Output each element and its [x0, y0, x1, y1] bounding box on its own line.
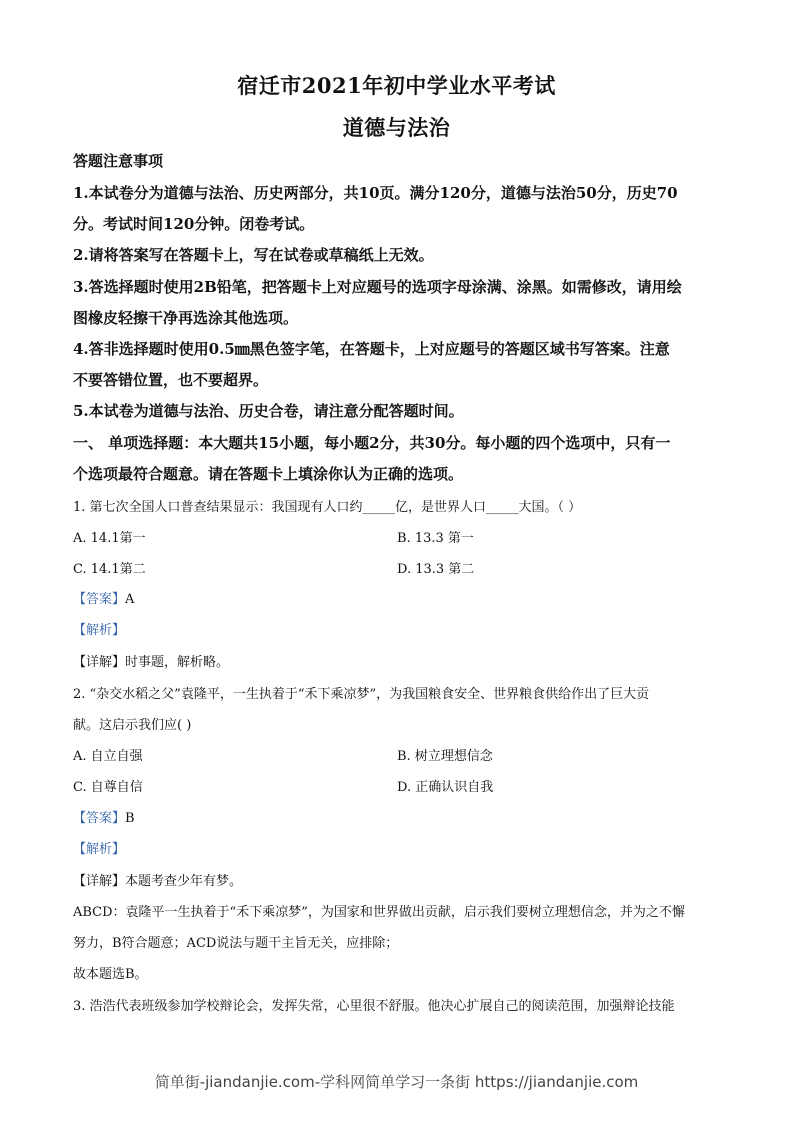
q2-option-a: A. 自立自强	[73, 749, 143, 764]
answer-tag: 【答案】	[73, 592, 126, 607]
detail-text: 时事题，解析略。	[125, 655, 230, 670]
question-3-stem: 3. 浩浩代表班级参加学校辩论会，发挥失常，心里很不舒服。他决心扩展自己的阅读范围，加强辩论技能	[73, 999, 675, 1014]
detail-tag: 【详解】	[73, 655, 126, 670]
notice-line: 不要答错位置，也不要超界。	[73, 371, 269, 389]
q2-option-c: C. 自尊自信	[73, 780, 143, 795]
notice-line: 3.答选择题时使用2B铅笔，把答题卡上对应题号的选项字母涂满、涂黑。如需修改，请用绘	[73, 278, 682, 296]
notice-line: 5.本试卷为道德与法治、历史合卷，请注意分配答题时间。	[73, 402, 464, 420]
notice-line: 分。考试时间120分钟。闭卷考试。	[73, 215, 315, 233]
q2-explanation: 努力，B符合题意；ACD说法与题干主旨无关，应排除；	[73, 936, 399, 951]
notice-line: 4.答非选择题时使用0.5㎜黑色签字笔，在答题卡，上对应题号的答题区域书写答案。注意	[73, 340, 670, 358]
q1-option-a: A. 14.1第一	[73, 531, 146, 546]
notice-line: 图橡皮轻擦干净再选涂其他选项。	[73, 309, 299, 327]
section-heading-line: 个选项最符合题意。请在答题卡上填涂你认为正确的选项。	[73, 465, 464, 483]
page-footer: 简单街-jiandanjie.com-学科网简单学习一条街 https://jiandanjie.com	[154, 1073, 639, 1091]
answer-tag: 【答案】	[73, 811, 126, 826]
q1-analysis-tag: 【解析】	[73, 623, 126, 638]
q2-answer	[73, 807, 723, 826]
q1-option-b: B. 13.3 第一	[397, 531, 474, 546]
answer-value: A	[125, 592, 135, 607]
detail-text: 本题考查少年有梦。	[125, 874, 243, 889]
subject-title: 道德与法治	[342, 115, 451, 140]
q1-option-d: D. 13.3 第二	[397, 562, 475, 577]
q1-option-c: C. 14.1第二	[73, 562, 146, 577]
q2-analysis-tag: 【解析】	[73, 842, 126, 857]
exam-title: 宿迁市2021年初中学业水平考试	[237, 73, 556, 98]
detail-tag: 【详解】	[73, 874, 126, 889]
notice-heading: 答题注意事项	[73, 152, 164, 170]
q1-detail	[73, 651, 723, 670]
q2-detail	[73, 870, 723, 889]
q2-option-b: B. 树立理想信念	[397, 749, 493, 764]
question-2-stem: 2. “杂交水稻之父”袁隆平，一生执着于“禾下乘凉梦”，为我国粮食安全、世界粮食供给作出了巨大贡	[73, 687, 650, 702]
notice-line: 1.本试卷分为道德与法治、历史两部分，共10页。满分120分，道德与法治50分，历史70	[73, 184, 678, 202]
q1-answer	[73, 588, 723, 607]
notice-line: 2.请将答案写在答题卡上，写在试卷或草稿纸上无效。	[73, 246, 434, 264]
q2-explanation: ABCD：袁隆平一生执着于“禾下乘凉梦”，为国家和世界做出贡献，启示我们要树立理想信念，并为之不懈	[73, 905, 685, 920]
question-1-stem: 1. 第七次全国人口普查结果显示：我国现有人口约_____亿，是世界人口_____大国。（ ）	[73, 500, 582, 515]
section-heading-line: 一、 单项选择题：本大题共15小题，每小题2分，共30分。每小题的四个选项中，只有一	[73, 434, 671, 452]
q2-explanation: 故本题选B。	[73, 967, 148, 982]
q2-option-d: D. 正确认识自我	[397, 780, 494, 795]
question-2-stem: 献。这启示我们应( )	[73, 718, 192, 733]
answer-value: B	[125, 811, 135, 826]
